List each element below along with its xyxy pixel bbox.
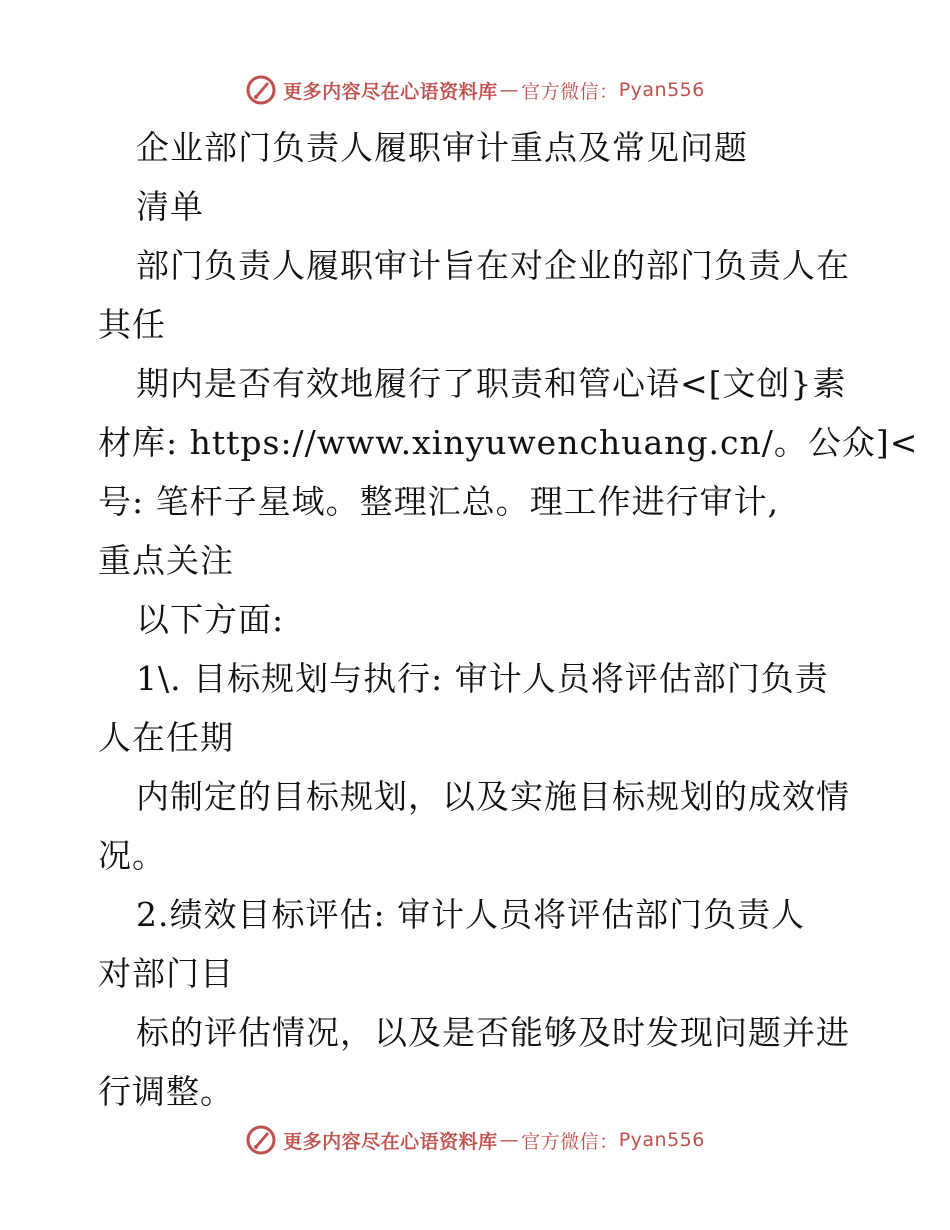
list-item-line: 对部门目 <box>98 954 234 993</box>
banner-tail-text: 官方微信： <box>521 80 619 103</box>
paragraph-line: 号: 笔杆子星域。整理汇总。理工作进行审计, <box>98 482 780 521</box>
banner-separator: — <box>499 79 520 101</box>
banner-main-text: 更多内容尽在心语资料库 <box>283 80 498 103</box>
banner-account: Pyan556 <box>618 1129 705 1151</box>
list-item-line: 况。 <box>98 836 166 875</box>
banner-main-text: 更多内容尽在心语资料库 <box>283 1130 498 1153</box>
list-item-line: 人在任期 <box>98 718 234 757</box>
paragraph-line: 期内是否有效地履行了职责和管心语<[文创}素 <box>136 364 847 403</box>
quill-logo-icon <box>245 74 277 106</box>
paragraph-line: 重点关注 <box>98 541 234 580</box>
paragraph-line: 材库: https://www.xinyuwenchuang.cn/。公众]< <box>98 423 919 462</box>
list-item-line: 行调整。 <box>98 1072 234 1111</box>
list-item-line: 内制定的目标规划，以及实施目标规划的成效情 <box>136 777 850 816</box>
header-watermark <box>0 70 950 110</box>
paragraph-line: 其任 <box>98 305 166 344</box>
footer-watermark <box>0 1120 950 1160</box>
banner-tail-text: 官方微信： <box>521 1130 619 1153</box>
list-item-line: 标的评估情况，以及是否能够及时发现问题并进 <box>136 1013 850 1052</box>
banner-separator: — <box>499 1129 520 1151</box>
list-item-line: 1\. 目标规划与执行: 审计人员将评估部门负责 <box>136 659 829 698</box>
quill-logo-icon <box>245 1124 277 1156</box>
list-item-line: 2.绩效目标评估: 审计人员将评估部门负责人 <box>136 895 806 934</box>
banner-account: Pyan556 <box>618 79 705 101</box>
document-body <box>98 118 919 1121</box>
paragraph-line: 以下方面: <box>136 600 285 639</box>
doc-title-line-1: 企业部门负责人履职审计重点及常见问题 <box>136 128 748 167</box>
paragraph-line: 部门负责人履职审计旨在对企业的部门负责人在 <box>136 246 850 285</box>
doc-title-line-2: 清单 <box>136 187 204 226</box>
